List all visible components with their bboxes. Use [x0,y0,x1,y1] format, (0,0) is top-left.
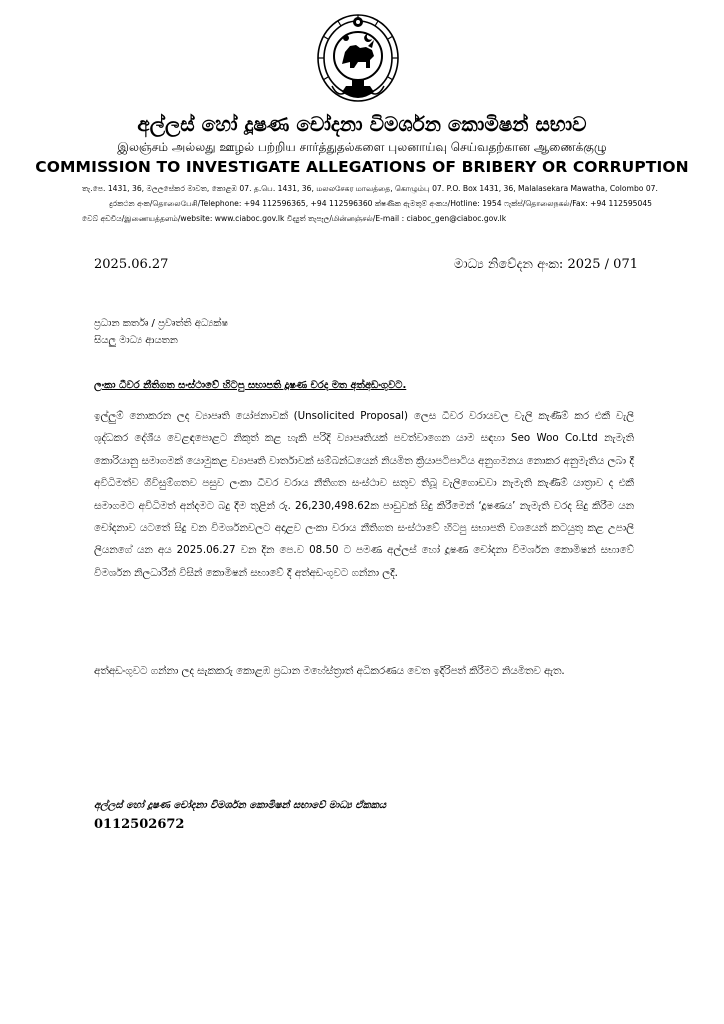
address-line: තැ.පෙ. 1431, 36, මලලසේකර මාවත, කොළඹ 07. த.பெ. 1431, 36, மலலசேகர மாவத்தை, கொழும்பு 07. P.O. Box 1431, 36, Malalasekara Mawatha, Colombo 07. [82,184,658,193]
body-paragraph: අත්අඩංගුවට ගන්නා ලද සැකකරු කොළඹ ප්‍රධාන මහේස්ත්‍රාත් අධිකරණය වෙත ඉදිරිපත් කිරීමට නියමිතව ඇත. [94,665,565,677]
commission-name-english: COMMISSION TO INVESTIGATE ALLEGATIONS OF BRIBERY OR CORRUPTION [35,158,689,176]
issuer-phone: 0112502672 [94,817,185,832]
phone-fax-line: දුරකථන අංක/தொலைபேசி/Telephone: +94 112596365, +94 112596360 ක්ෂණික ඇමතුම් අංකය/Hotline: 1954 ෆැක්ස්/தொலைநகல்/Fax: +94 112595045 [109,199,652,208]
web-email-line: වෙබ් අඩවිය/இணையத்தளம்/website: www.ciaboc.gov.lk විද්‍යුත් තැපෑල/மின்னஞ்சல்/E-mail : ciaboc_gen@ciaboc.gov.lk [82,214,507,223]
release-subject: ලංකා ධීවර නීතිගත සංස්ථාවේ හිටපු සභාපති දූෂණ චරද මත අත්අඩංගුවට. [94,380,407,391]
recipient-line: ප්‍රධාන කර්තෘ / ප්‍රවෘත්ති අධ්‍යක්ෂ [94,318,229,329]
body-paragraph: ඉල්ලුම් නොකරන ලද ව්‍යාපෘති යෝජනාවක් (Unsolicited Proposal) ලෙස ධීවර වරායවල වැලි කැණීම් කර එකී වැලි ශුද්ධකර දේශීය වෙළඳපොළට නිකුත් කළ හැකි පරිදි ව්‍යාපෘතියක් පවත්වාගෙන යාම සඳහා Seo Woo Co.Ltd නැමැති කොරියානු සමාගමක් යොමුකළ ව්‍යාපෘති වාර්තාවක් සම්බන්ධයෙන් නියමිත ක්‍රියාපටිපාටිය අනුගමනය නොකර අනුමැතිය ලබා දී අවිධිමත්ව ගිවිසුම්ගතව පසුව ලංකා ධීවර වරාය නීතිගත සංස්ථාව සතුව තිබූ වැලිගොඩවා නැමැති කැණීම් යාත්‍රාව ද එකී සමාගමට අවිධිමත් අන්දමට බදු දීම තුළින් රු. 26,230,498.62ක පාඩුවක් සිදු කිරීමෙන් ‘දූෂණය’ නැමැති වරද සිදු කිරීම යන චෝදනාව යටතේ සිදු වන විමර්ශනවලට අදාළව ලංකා වරාය නීතිගත සංස්ථාවේ හිටපු සභාපති වශයෙන් කටයුතු කළ උපාලි ලියනගේ යන අය 2025.06.27 වන දින පෙ.ව 08.50 ට පමණ අල්ලස් හෝ දූෂණ චෝදනා විමර්ශන කොමිෂන් සභාවේ විමර්ශන නිලධාරීන් විසින් කොමිෂන් සභාවේ දී අත්අඩංගුවට ගන්නා ලදී. [94,410,634,579]
release-date: 2025.06.27 [94,257,169,272]
issuer-signature: අල්ලස් හෝ දූෂණ චෝදනා විමර්ශන කොමිෂන් සභාවේ මාධ්‍ය ඒකකය [94,800,387,811]
national-emblem-icon [312,12,404,108]
commission-name-sinhala: අල්ලස් හෝ දූෂණ චෝදනා විමර්ශන කොමිෂන් සභාව [137,112,587,136]
commission-name-tamil: இலஞ்சம் அல்லது ஊழல் பற்றிய சார்த்துதல்களை புலனாய்வு செய்வதற்கான ஆணைக்குழு [117,140,607,154]
release-reference-number: මාධ්‍ය නිවේදන අංක: 2025 / 071 [454,257,638,272]
recipient-line: සියලු මාධ්‍ය ආයතන [94,335,178,346]
